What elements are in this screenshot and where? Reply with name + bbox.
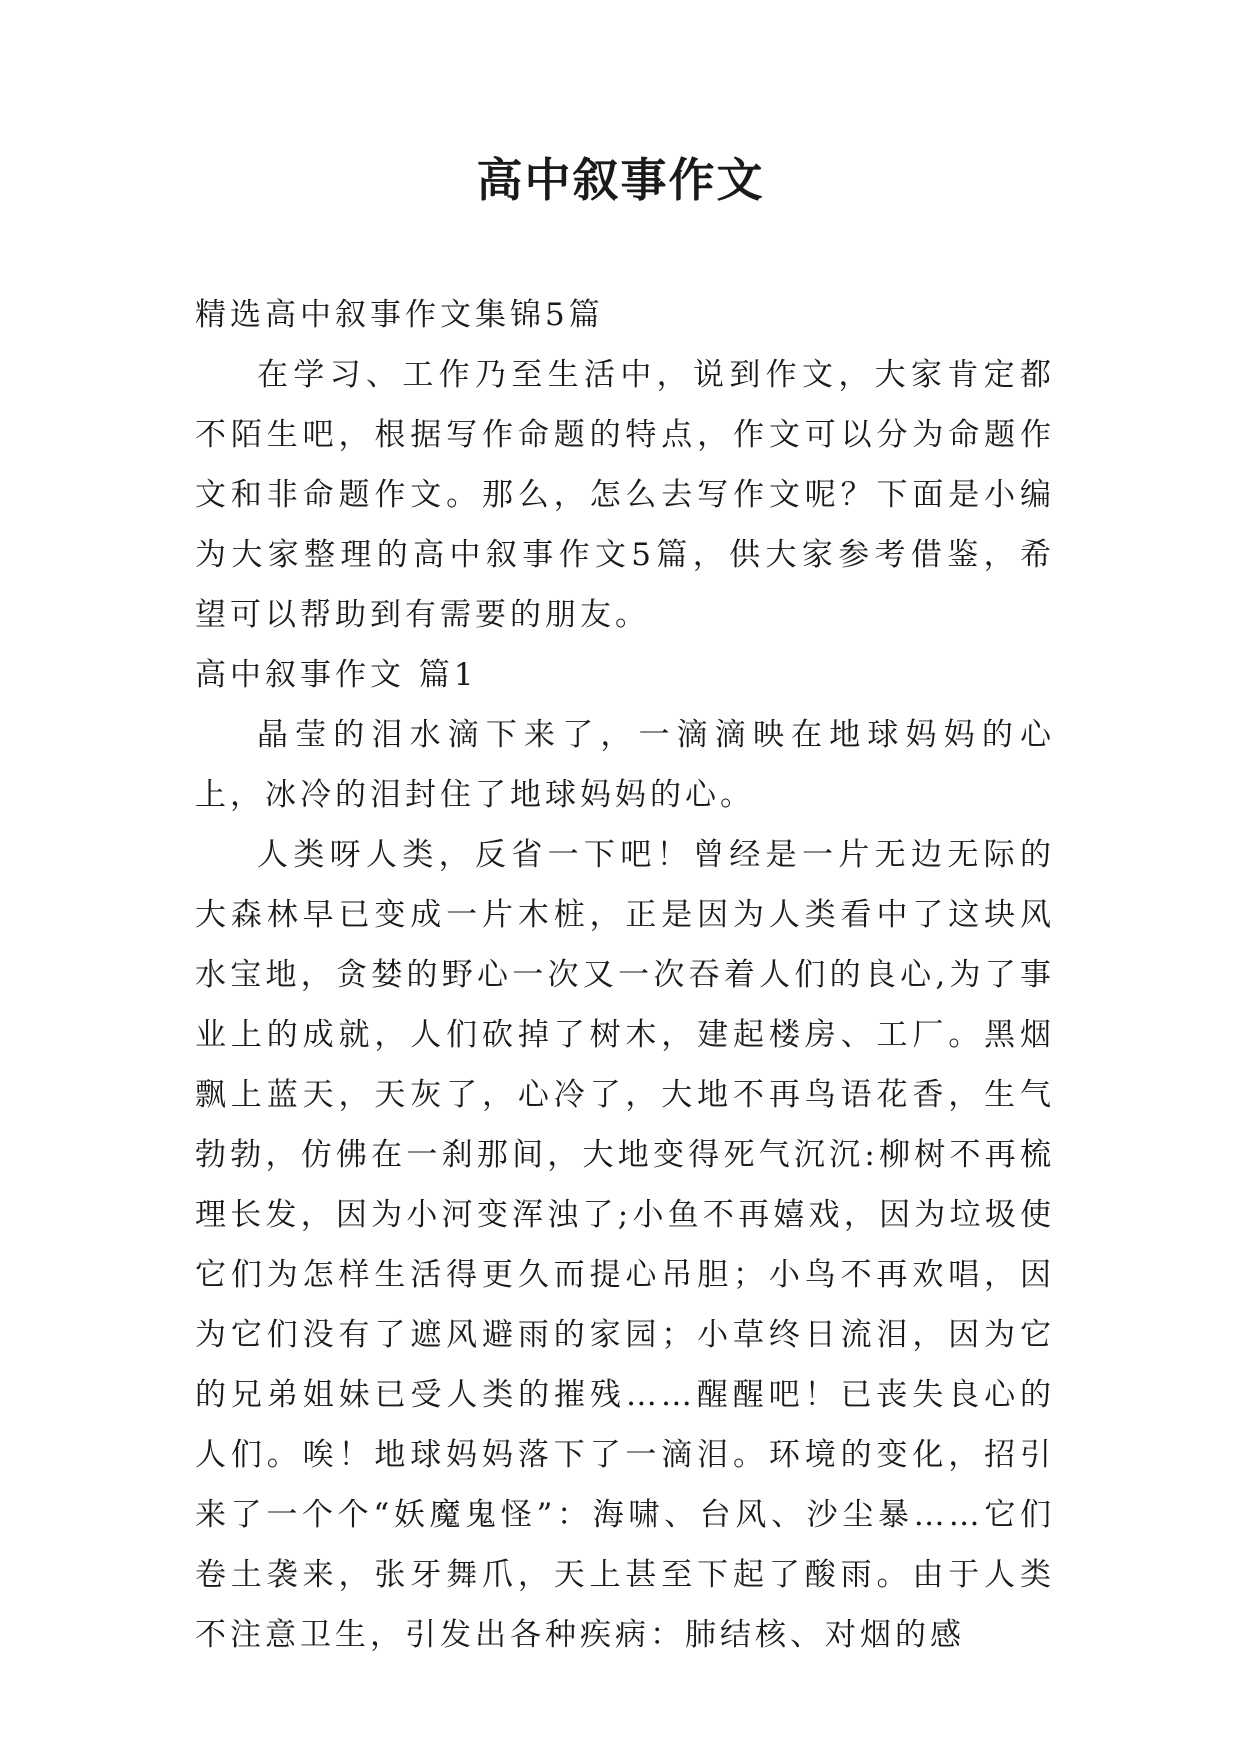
document-subtitle: 精选高中叙事作文集锦5篇 (195, 297, 604, 333)
document-title: 高中叙事作文 (476, 153, 765, 207)
section-heading: 高中叙事作文 篇1 (195, 657, 478, 693)
intro-paragraph: 在学习、工作乃至生活中，说到作文，大家肯定都不陌生吧，根据写作命题的特点，作文可以分为命题作文和非命题作文。那么，怎么去写作文呢？下面是小编为大家整理的高中叙事作文5篇，供大家参考借鉴，希望可以帮助到有需要的朋友。 (195, 357, 1055, 633)
document-body (195, 285, 1055, 1665)
body-paragraph-2: 人类呀人类，反省一下吧！曾经是一片无边无际的大森林早已变成一片木桩，正是因为人类看中了这块风水宝地，贪婪的野心一次又一次吞着人们的良心,为了事业上的成就，人们砍掉了树木，建起楼房、工厂。黑烟飘上蓝天，天灰了，心冷了，大地不再鸟语花香，生气勃勃，仿佛在一刹那间，大地变得死气沉沉:柳树不再梳理长发，因为小河变浑浊了;小鱼不再嬉戏，因为垃圾使它们为怎样生活得更久而提心吊胆；小鸟不再欢唱，因为它们没有了遮风避雨的家园；小草终日流泪，因为它的兄弟姐妹已受人类的摧残……醒醒吧！已丧失良心的人们。唉！地球妈妈落下了一滴泪。环境的变化，招引来了一个个“妖魔鬼怪”：海啸、台风、沙尘暴……它们卷土袭来，张牙舞爪，天上甚至下起了酸雨。由于人类不注意卫生，引发出各种疾病：肺结核、对烟的感 (195, 837, 1055, 1653)
body-paragraph-1: 晶莹的泪水滴下来了，一滴滴映在地球妈妈的心上，冰冷的泪封住了地球妈妈的心。 (195, 717, 1055, 813)
